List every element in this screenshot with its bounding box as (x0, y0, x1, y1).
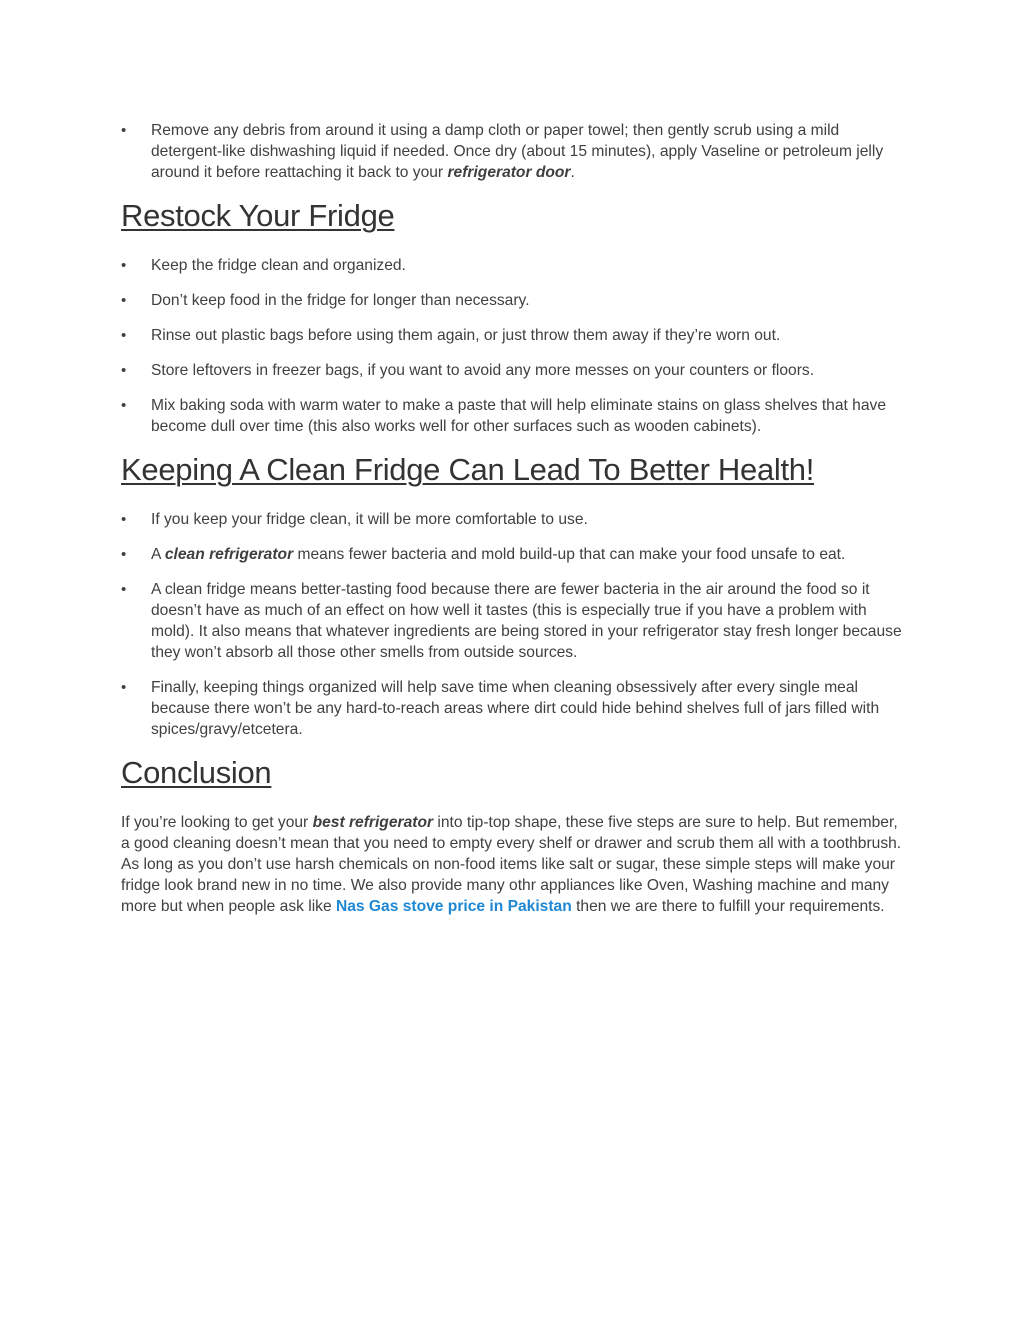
nas-gas-stove-link[interactable]: Nas Gas stove price in Pakistan (335, 898, 572, 915)
emphasis-best-refrigerator: best refrigerator (312, 814, 434, 831)
heading-restock: Restock Your Fridge (121, 198, 395, 233)
emphasis-clean-refrigerator: clean refrigerator (164, 546, 294, 563)
list-item: • Keep the fridge clean and organized. (121, 255, 905, 276)
intro-bullet-list (121, 120, 905, 183)
list-item: • Store leftovers in freezer bags, if you want to avoid any more messes on your counters or floors. (121, 360, 905, 381)
list-item: • Don’t keep food in the fridge for longer than necessary. (121, 290, 905, 311)
conclusion-paragraph: If you’re looking to get your best refrigerator into tip-top shape, these five steps are sure to help. But remember, a good cleaning doesn’t mean that you need to empty every shelf or drawer and scrub them all with a toothbrush. As long as you don’t use harsh chemicals on non-food items like salt or sugar, these simple steps will make your fridge look brand new in no time. We also provide many othr appliances like Oven, Washing machine and many more but when people ask like Nas Gas stove price in Pakistan then we are there to fulfill your requirements. (121, 814, 902, 915)
list-item: • Mix baking soda with warm water to make a paste that will help eliminate stains on glass shelves that have become dull over time (this also works well for other surfaces such as wooden cabinets). (121, 395, 905, 437)
list-item: • Rinse out plastic bags before using them again, or just throw them away if they’re worn out. (121, 325, 905, 346)
heading-health: Keeping A Clean Fridge Can Lead To Better Health! (121, 452, 815, 487)
health-list (121, 509, 905, 740)
list-item: • Remove any debris from around it using a damp cloth or paper towel; then gently scrub using a mild detergent-like dishwashing liquid if needed. Once dry (about 15 minutes), apply Vaseline or petroleum jelly around it before reattaching it back to your refrigerator door. (121, 120, 905, 183)
list-item: • If you keep your fridge clean, it will be more comfortable to use. (121, 509, 905, 530)
heading-conclusion: Conclusion (121, 755, 272, 790)
restock-list (121, 255, 905, 437)
list-item: • Finally, keeping things organized will help save time when cleaning obsessively after every single meal because there won’t be any hard-to-reach areas where dirt could hide behind shelves full of jars filled with spices/gravy/etcetera. (121, 677, 905, 740)
emphasis-refrigerator-door: refrigerator door (447, 164, 571, 181)
list-item: • A clean fridge means better-tasting food because there are fewer bacteria in the air around the food so it doesn’t have as much of an effect on how well it tastes (this is especially true if you have a problem with mold). It also means that whatever ingredients are being stored in your refrigerator stay fresh longer because they won’t absorb all those other smells from outside sources. (121, 579, 905, 663)
document-page (121, 120, 905, 917)
list-item: • A clean refrigerator means fewer bacteria and mold build-up that can make your food unsafe to eat. (121, 544, 905, 565)
